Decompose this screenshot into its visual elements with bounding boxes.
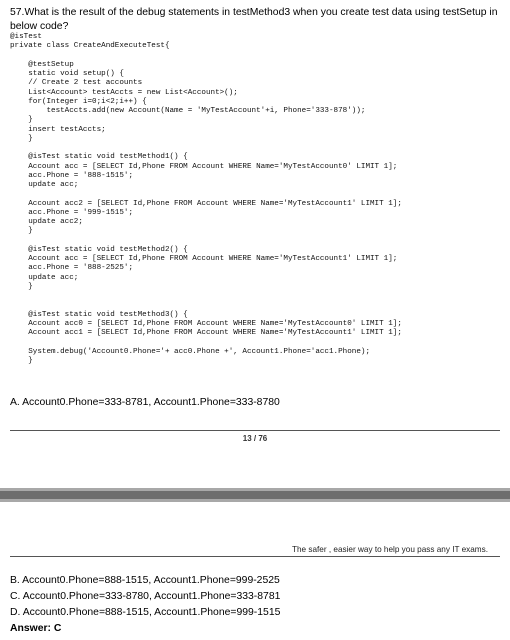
page-number: 13 / 76 [242,434,268,443]
code-line: acc.Phone = '999-1515'; [10,208,134,217]
answer-line: Answer: C [10,623,62,634]
code-line: testAccts.add(new Account(Name = 'MyTestAccount'+i, Phone='333-878')); [10,107,366,115]
code-line: acc.Phone = '888-2525'; [10,264,134,273]
code-line: } [10,134,33,143]
document-page-bottom [0,502,510,640]
code-line: List<Account> testAccts = new List<Account>(); [10,88,238,97]
option-d: D. Account0.Phone=888-1515, Account1.Phone=999-1515 [10,607,281,618]
code-line: insert testAccts; [10,125,106,134]
code-line: } [10,116,33,125]
code-line: @isTest static void testMethod2() { [10,245,188,254]
code-line: update acc2; [10,218,83,226]
code-line: // Create 2 test accounts [10,79,143,88]
code-line: Account acc = [SELECT Id,Phone FROM Account WHERE Name='MyTestAccount1' LIMIT 1]; [10,255,398,263]
code-line: Account acc = [SELECT Id,Phone FROM Account WHERE Name='MyTestAccount0' LIMIT 1]; [10,162,398,171]
code-line: acc.Phone = '888-1515'; [10,171,134,180]
code-line: Account acc1 = [SELECT Id,Phone FROM Account WHERE Name='MyTestAccount1' LIMIT 1]; [10,329,402,337]
code-line: } [10,282,33,291]
footer-slogan: The safer , easier way to help you pass any IT exams. [292,545,488,554]
option-a: A. Account0.Phone=333-8781, Account1.Phone=333-8780 [10,397,280,408]
page-separator-band [0,491,510,499]
footer-rule [10,556,500,557]
code-line: update acc; [10,273,79,282]
code-line: @isTest static void testMethod3() { [10,310,188,319]
code-line: } [10,356,33,365]
code-line: Account acc2 = [SELECT Id,Phone FROM Account WHERE Name='MyTestAccount1' LIMIT 1]; [10,199,402,208]
code-line: update acc; [10,181,79,189]
code-line: @isTest static void testMethod1() { [10,153,188,162]
question-text: 57.What is the result of the debug statements in testMethod3 when you create test data using testSetup in below code? [10,7,498,32]
code-line: Account acc0 = [SELECT Id,Phone FROM Account WHERE Name='MyTestAccount0' LIMIT 1]; [10,319,402,328]
code-line: private class CreateAndExecuteTest{ [10,42,170,51]
code-line: @testSetup [10,60,74,69]
code-block [10,33,402,366]
page-rule-top [10,430,500,431]
option-b: B. Account0.Phone=888-1515, Account1.Phone=999-2525 [10,575,280,586]
code-line: static void setup() { [10,70,124,78]
option-c: C. Account0.Phone=333-8780, Account1.Phone=333-8781 [10,591,281,602]
code-line: @isTest [10,33,42,41]
code-line: for(Integer i=0;i<2;i++) { [10,97,147,106]
code-line: } [10,227,33,236]
code-line: System.debug('Account0.Phone='+ acc0.Phone +', Account1.Phone='acc1.Phone); [10,347,371,356]
